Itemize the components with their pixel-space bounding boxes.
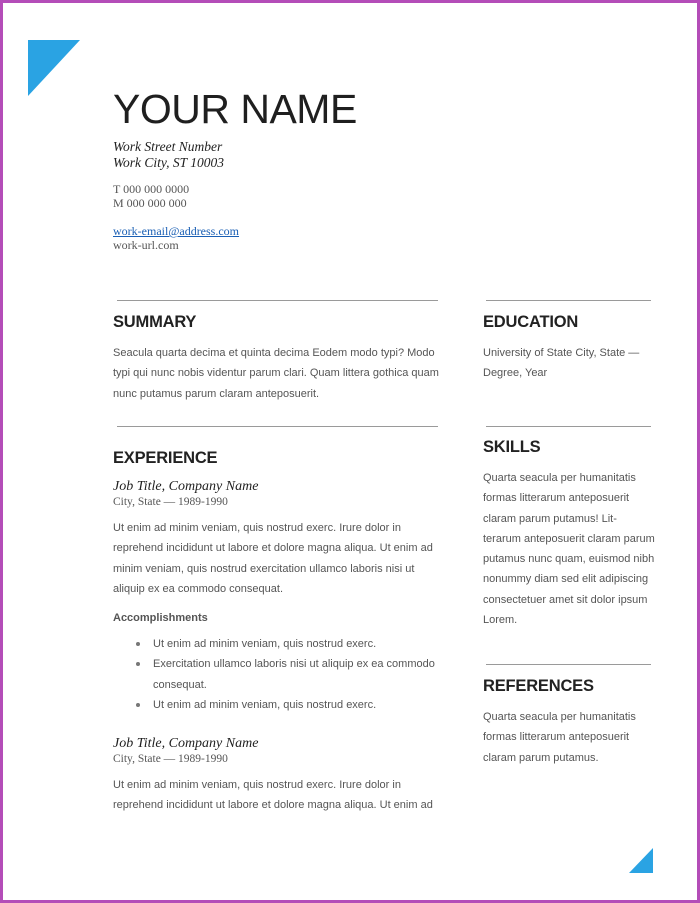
references-divider bbox=[486, 664, 651, 665]
summary-line: Seacula quarta decima et quinta decima Eodem modo typi? Modo bbox=[113, 347, 435, 359]
contact-block bbox=[113, 224, 239, 252]
job-line: reprehend incididunt ut labore et dolore magna aliqua. Ut enim ad bbox=[113, 542, 433, 555]
job-line: reprehend incididunt ut labore et dolore magna aliqua. Ut enim ad bbox=[113, 799, 433, 812]
address-line-1: Work Street Number bbox=[113, 139, 223, 154]
list-item bbox=[133, 695, 435, 715]
accomplishments-label: Accomplishments bbox=[113, 612, 208, 624]
education-line: Degree, Year bbox=[483, 367, 548, 380]
bullet-text: Ut enim ad minim veniam, quis nostrud exerc. bbox=[153, 698, 377, 711]
bullet-text: Ut enim ad minim veniam, quis nostrud exerc. bbox=[153, 638, 377, 650]
phone-block bbox=[113, 182, 189, 210]
candidate-name: YOUR NAME bbox=[113, 86, 357, 132]
references-text bbox=[483, 707, 636, 768]
job-description bbox=[113, 518, 433, 599]
education-text bbox=[483, 343, 639, 384]
summary-divider bbox=[117, 300, 438, 301]
email-link[interactable]: work-email@address.com bbox=[113, 224, 240, 238]
job-title: Job Title, Company Name bbox=[113, 736, 259, 751]
references-line: Quarta seacula per humanitatis bbox=[483, 711, 636, 723]
skills-line: formas litterarum anteposuerit bbox=[483, 492, 630, 505]
corner-triangle-top bbox=[28, 40, 80, 96]
skills-heading: SKILLS bbox=[483, 438, 541, 456]
skills-line: consectetuer amet sit dolor ipsum bbox=[483, 593, 648, 606]
references-line: claram parum putamus. bbox=[483, 751, 599, 764]
corner-triangle-bottom bbox=[629, 848, 653, 873]
address-line-2: Work City, ST 10003 bbox=[113, 155, 225, 170]
list-item bbox=[133, 634, 435, 654]
job-line: Ut enim ad minim veniam, quis nostrud exerc. Irure dolor in bbox=[113, 522, 401, 534]
list-item bbox=[133, 654, 435, 695]
job-line: Ut enim ad minim veniam, quis nostrud exerc. Irure dolor in bbox=[113, 779, 401, 791]
phone-t: T 000 000 0000 bbox=[113, 182, 190, 196]
job-meta: City, State — 1989-1990 bbox=[113, 753, 228, 765]
skills-text bbox=[483, 468, 655, 630]
skills-line: claram parum putamus! Lit- bbox=[483, 512, 617, 525]
education-line: University of State City, State — bbox=[483, 347, 640, 359]
skills-line: terarum anteposuerit claram parum bbox=[483, 532, 655, 545]
summary-line: typi qui nunc nobis videntur parum clari. Quam littera gothica quam bbox=[113, 367, 439, 380]
skills-line: Quarta seacula per humanitatis bbox=[483, 472, 636, 484]
skills-line: Lorem. bbox=[483, 614, 518, 627]
skills-line: putamus nunc quam, euismod nibh bbox=[483, 553, 655, 566]
references-line: formas litterarum anteposuerit bbox=[483, 731, 630, 744]
skills-line: nonummy diam sed elit adipiscing bbox=[483, 573, 649, 586]
website-url: work-url.com bbox=[113, 238, 179, 252]
summary-line: nunc putamus parum claram anteposuerit. bbox=[113, 387, 320, 400]
education-divider bbox=[486, 300, 651, 301]
skills-divider bbox=[486, 426, 651, 427]
accomplishments-list bbox=[133, 634, 435, 715]
job-description bbox=[113, 775, 433, 816]
phone-m: M 000 000 000 bbox=[113, 196, 187, 210]
references-heading: REFERENCES bbox=[483, 677, 594, 695]
experience-divider bbox=[117, 426, 438, 427]
summary-heading: SUMMARY bbox=[113, 313, 197, 331]
experience-heading: EXPERIENCE bbox=[113, 449, 218, 467]
bullet-text: consequat. bbox=[153, 678, 207, 691]
job-line: minim veniam, quis nostrud exercitation ullamco laboris nisi ut bbox=[113, 562, 415, 575]
bullet-text: Exercitation ullamco laboris nisi ut aliquip ex ea commodo bbox=[153, 658, 435, 671]
summary-text bbox=[113, 343, 439, 404]
address-block bbox=[113, 139, 224, 171]
job-line: aliquip ex ea commodo consequat. bbox=[113, 582, 283, 595]
job-meta: City, State — 1989-1990 bbox=[113, 496, 228, 508]
job-title: Job Title, Company Name bbox=[113, 479, 259, 494]
education-heading: EDUCATION bbox=[483, 313, 579, 331]
